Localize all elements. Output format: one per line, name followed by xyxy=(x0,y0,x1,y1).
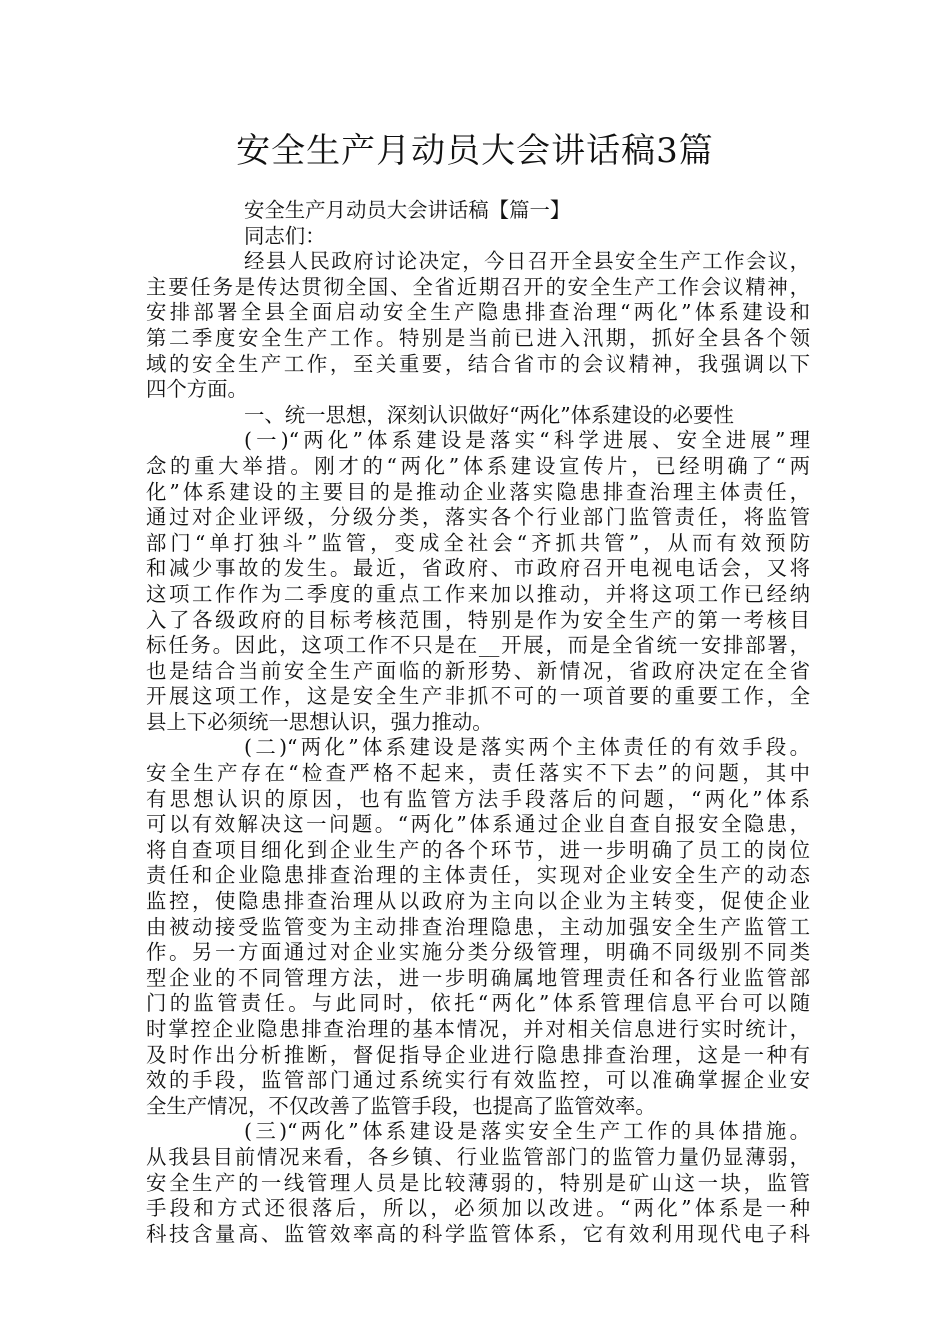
text-line: 安排部署全县全面启动安全生产隐患排查治理“两化”体系建设和 xyxy=(146,300,810,325)
text-line: 县上下必须统一思想认识，强力推动。 xyxy=(146,709,493,734)
text-line: 全生产情况，不仅改善了监管手段，也提高了监管效率。 xyxy=(146,1093,656,1118)
text-line: 开展这项工作，这是安全生产非抓不可的一项首要的重要工作，全 xyxy=(146,684,810,709)
text-line: 通过对企业评级，分级分类，落实各个行业部门监管责任，将监管 xyxy=(146,505,810,530)
document-title: 安全生产月动员大会讲话稿3篇 xyxy=(236,131,714,171)
text-line: 标任务。因此，这项工作不只是在__开展，而是全省统一安排部署， xyxy=(146,633,810,658)
text-line: 型企业的不同管理方法，进一步明确属地管理责任和各行业监管部 xyxy=(146,965,810,990)
text-line: 作。另一方面通过对企业实施分类分级管理，明确不同级别不同类 xyxy=(146,940,810,965)
text-line: (一)“两化”体系建设是落实“科学进展、安全进展”理 xyxy=(244,428,810,453)
text-line: 责任和企业隐患排查治理的主体责任，实现对企业安全生产的动态 xyxy=(146,863,810,888)
text-line: 可以有效解决这一问题。“两化”体系通过企业自查自报安全隐患， xyxy=(146,812,810,837)
text-line: 门的监管责任。与此同时，依托“两化”体系管理信息平台可以随 xyxy=(146,991,810,1016)
text-line: 及时作出分析推断，督促指导企业进行隐患排查治理，这是一种有 xyxy=(146,1042,810,1067)
text-line: 念的重大举措。刚才的“两化”体系建设宣传片，已经明确了“两 xyxy=(146,453,810,478)
text-line: 主要任务是传达贯彻全国、全省近期召开的安全生产工作会议精神， xyxy=(146,274,810,299)
text-line: 化”体系建设的主要目的是推动企业落实隐患排查治理主体责任， xyxy=(146,479,810,504)
text-line: 部门“单打独斗”监管，变成全社会“齐抓共管”，从而有效预防 xyxy=(146,530,810,555)
text-line: (二)“两化”体系建设是落实两个主体责任的有效手段。 xyxy=(244,735,810,760)
text-line: (三)“两化”体系建设是落实安全生产工作的具体措施。 xyxy=(244,1119,810,1144)
text-line: 由被动接受监管变为主动排查治理隐患，主动加强安全生产监管工 xyxy=(146,914,810,939)
text-line: 一、统一思想，深刻认识做好“两化”体系建设的必要性 xyxy=(244,402,734,427)
text-line: 第二季度安全生产工作。特别是当前已进入汛期，抓好全县各个领 xyxy=(146,325,810,350)
text-line: 效的手段，监管部门通过系统实行有效监控，可以准确掌握企业安 xyxy=(146,1068,810,1093)
text-line: 经县人民政府讨论决定，今日召开全县安全生产工作会议， xyxy=(244,249,810,274)
text-line: 安全生产的一线管理人员是比较薄弱的，特别是矿山这一块，监管 xyxy=(146,1170,810,1195)
text-line: 同志们： xyxy=(244,223,326,248)
text-line: 和减少事故的发生。最近，省政府、市政府召开电视电话会，又将 xyxy=(146,556,810,581)
text-line: 也是结合当前安全生产面临的新形势、新情况，省政府决定在全省 xyxy=(146,658,810,683)
document-body xyxy=(146,198,810,1247)
text-line: 四个方面。 xyxy=(146,377,248,402)
text-line: 科技含量高、监管效率高的科学监管体系，它有效利用现代电子科 xyxy=(146,1221,810,1246)
text-line: 监控，使隐患排查治理从以政府为主向以企业为主转变，促使企业 xyxy=(146,889,810,914)
text-line: 手段和方式还很落后，所以，必须加以改进。“两化”体系是一种 xyxy=(146,1196,810,1221)
text-line: 入了各级政府的目标考核范围，特别是作为安全生产的第一考核目 xyxy=(146,607,810,632)
text-line: 域的安全生产工作，至关重要，结合省市的会议精神，我强调以下 xyxy=(146,351,810,376)
text-line: 安全生产月动员大会讲话稿【篇一】 xyxy=(244,198,571,222)
text-line: 时掌控企业隐患排查治理的基本情况，并对相关信息进行实时统计， xyxy=(146,1017,810,1041)
text-line: 从我县目前情况来看，各乡镇、行业监管部门的监管力量仍显薄弱， xyxy=(146,1144,810,1169)
text-line: 将自查项目细化到企业生产的各个环节，进一步明确了员工的岗位 xyxy=(146,837,810,862)
text-line: 安全生产存在“检查严格不起来，责任落实不下去”的问题，其中 xyxy=(146,761,810,786)
text-line: 这项工作作为二季度的重点工作来加以推动，并将这项工作已经纳 xyxy=(146,581,810,606)
text-line: 有思想认识的原因，也有监管方法手段落后的问题，“两化”体系 xyxy=(146,786,810,811)
